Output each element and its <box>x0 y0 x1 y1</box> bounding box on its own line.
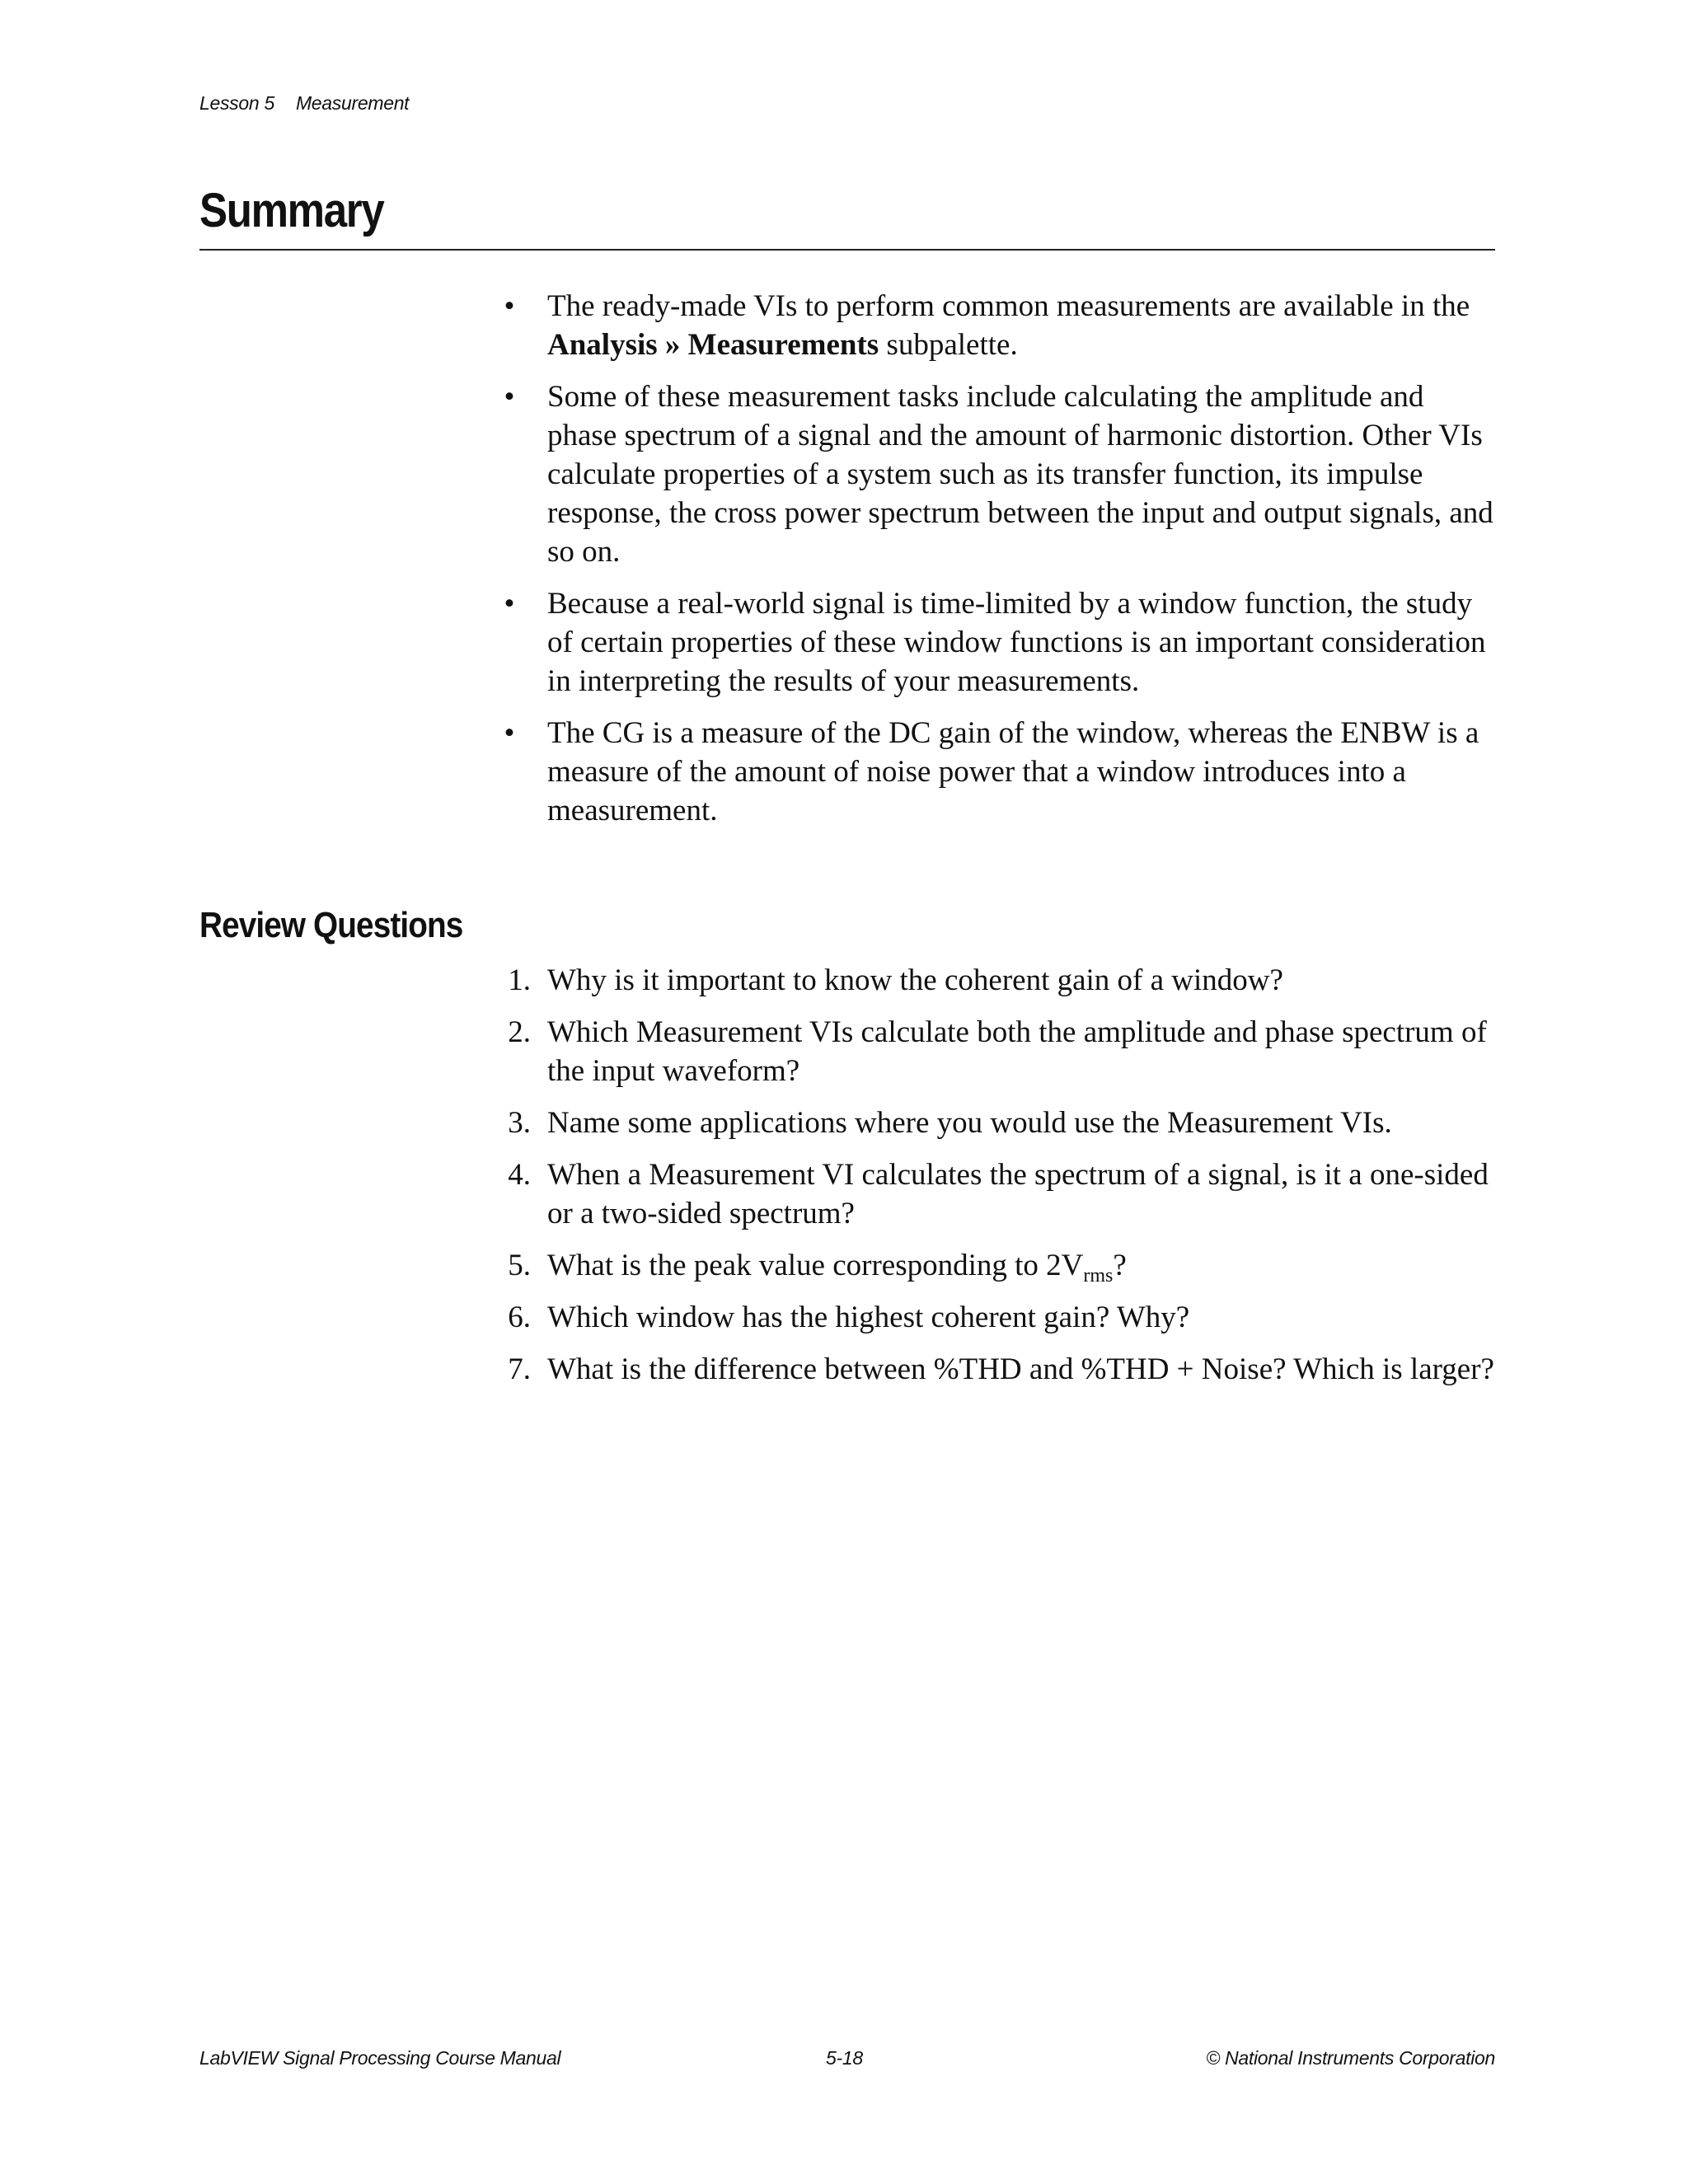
bullet-marker: • <box>504 716 515 750</box>
question-item <box>493 1104 1500 1142</box>
heading-rule <box>199 249 1495 251</box>
question-number: 5. <box>508 1249 531 1282</box>
header-topic: Measurement <box>295 92 410 114</box>
question-number: 4. <box>508 1158 531 1192</box>
summary-bullets <box>493 287 1500 843</box>
question-text: Which window has the highest coherent gain? Why? <box>547 1301 1190 1334</box>
bullet-marker: • <box>504 587 515 621</box>
bullet-text: The ready-made VIs to perform common measurements are available in the <box>547 289 1470 323</box>
question-text: What is the difference between %THD and %THD + Noise? Which is larger? <box>547 1352 1494 1386</box>
question-text: When a Measurement VI calculates the spectrum of a signal, is it a one-sided or a two-sided spectrum? <box>547 1158 1489 1230</box>
review-questions-heading: Review Questions <box>199 905 463 945</box>
footer-page-number: 5-18 <box>826 2047 863 2069</box>
review-questions-list <box>493 961 1500 1402</box>
summary-bullet <box>493 287 1500 364</box>
bullet-marker: • <box>504 380 515 414</box>
question-text: Which Measurement VIs calculate both the amplitude and phase spectrum of the input waveform? <box>547 1015 1487 1088</box>
question-number: 2. <box>508 1015 531 1049</box>
summary-heading: Summary <box>199 184 384 237</box>
bullet-text: subpalette. <box>879 328 1018 362</box>
bullet-marker: • <box>504 289 515 323</box>
footer-manual-title: LabVIEW Signal Processing Course Manual <box>199 2047 561 2069</box>
question-text: What is the peak value corresponding to 2V <box>547 1249 1084 1282</box>
summary-bullet <box>493 584 1500 701</box>
footer-copyright: © National Instruments Corporation <box>1206 2047 1495 2069</box>
question-item <box>493 1350 1500 1389</box>
palette-path: Analysis » Measurements <box>547 328 879 362</box>
summary-bullet <box>493 714 1500 830</box>
bullet-text: Some of these measurement tasks include calculating the amplitude and phase spectrum of a signal and the amount of harmonic distortion. Other VIs calculate properties of a system such as its transfer function, its impulse response, the cross power spectrum between the input and output signals, and so on. <box>547 380 1493 569</box>
header-lesson: Lesson 5 <box>199 92 274 114</box>
question-item <box>493 1246 1500 1285</box>
bullet-text: The CG is a measure of the DC gain of the window, whereas the ENBW is a measure of the amount of noise power that a window introduces into a measurement. <box>547 716 1479 827</box>
question-text: ? <box>1113 1249 1127 1282</box>
question-number: 6. <box>508 1301 531 1334</box>
question-text: Why is it important to know the coherent gain of a window? <box>547 963 1283 997</box>
question-text: Name some applications where you would use the Measurement VIs. <box>547 1106 1392 1140</box>
running-header <box>199 92 409 115</box>
question-item <box>493 1013 1500 1090</box>
question-number: 7. <box>508 1352 531 1386</box>
question-number: 3. <box>508 1106 531 1140</box>
question-item <box>493 961 1500 1000</box>
summary-bullet <box>493 377 1500 571</box>
bullet-text: Because a real-world signal is time-limited by a window function, the study of certain properties of these window functions is an important consideration in interpreting the results of your measurements. <box>547 587 1486 698</box>
question-item <box>493 1298 1500 1337</box>
question-number: 1. <box>508 963 531 997</box>
question-item <box>493 1155 1500 1233</box>
rms-subscript: rms <box>1083 1265 1114 1286</box>
